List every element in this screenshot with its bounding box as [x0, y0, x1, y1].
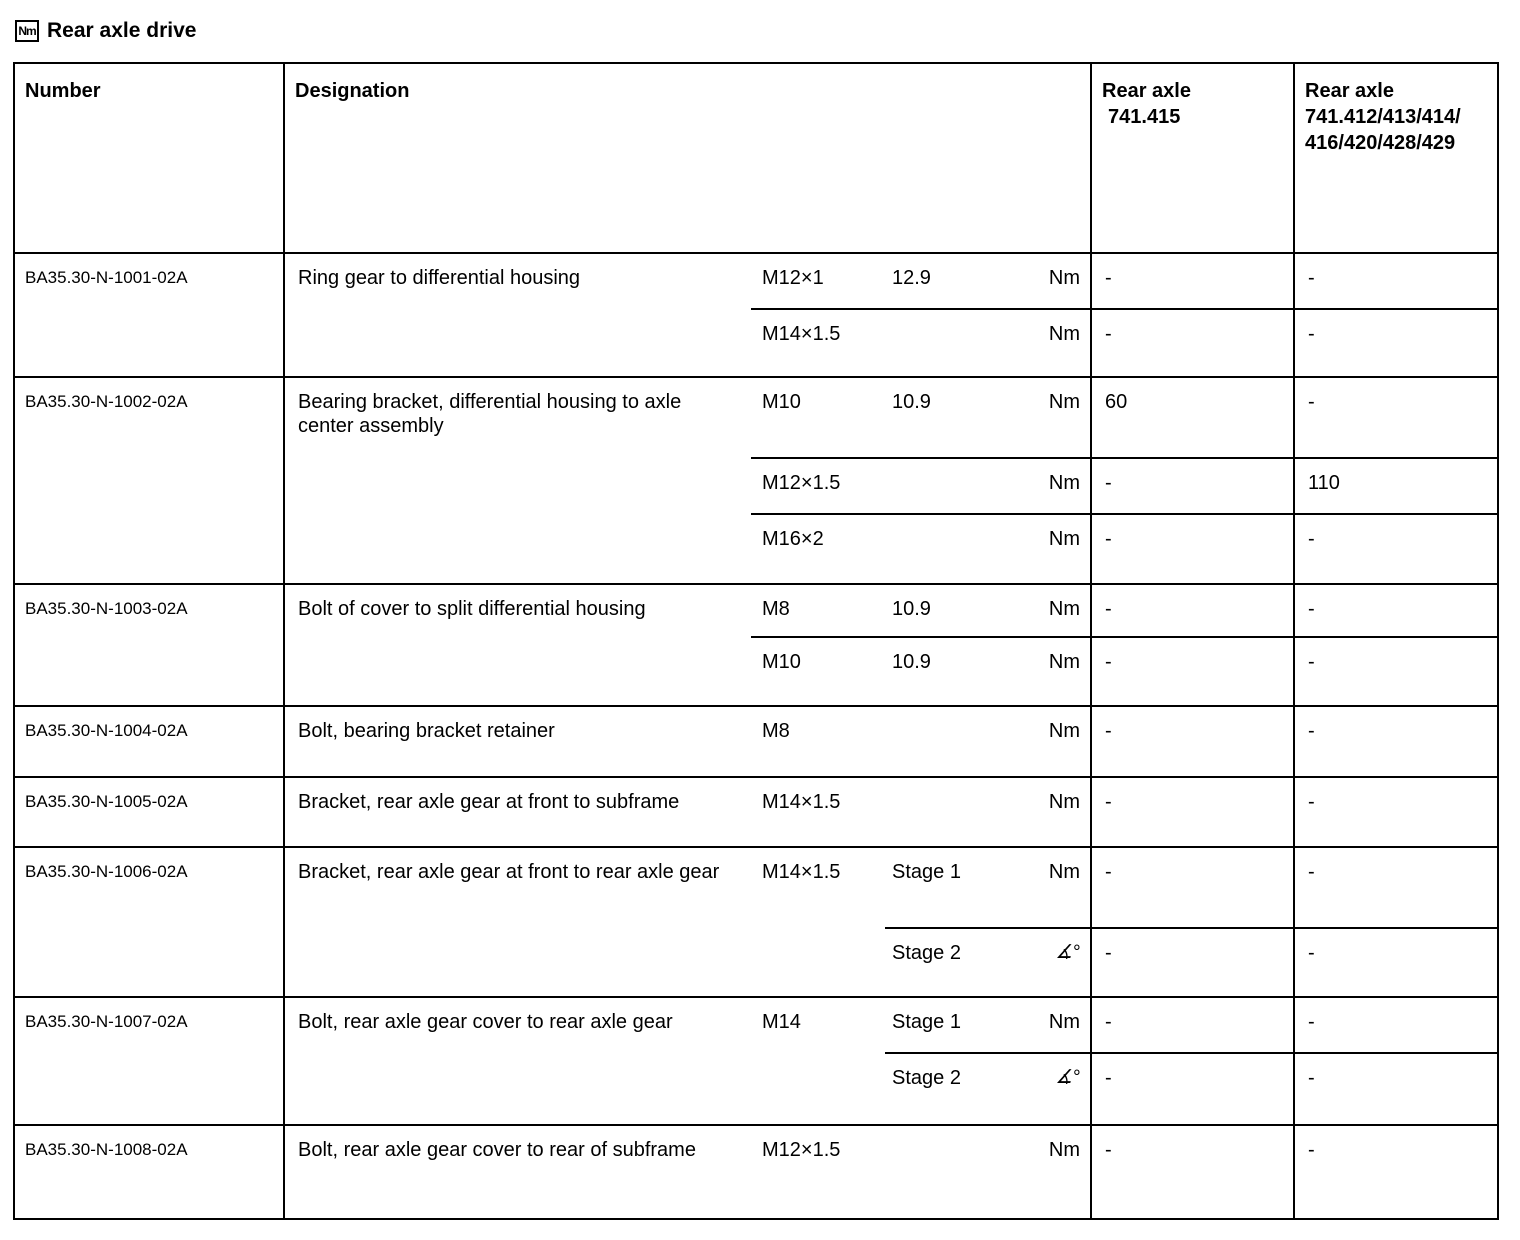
unit-nm: Nm — [1022, 997, 1091, 1053]
table-row — [14, 253, 1498, 309]
column-header-number: Number — [14, 63, 284, 253]
strength-grade: Stage 2 — [885, 1053, 1022, 1125]
torque-axle-741-415: - — [1091, 309, 1294, 377]
strength-grade: 10.9 — [885, 377, 1022, 458]
unit-nm: Nm — [1022, 458, 1091, 514]
part-number: BA35.30-N-1003-02A — [14, 584, 284, 706]
unit-nm: Nm — [1022, 1125, 1091, 1219]
table-row — [14, 706, 1498, 777]
strength-grade — [885, 458, 1022, 514]
torque-axle-741-415: - — [1091, 637, 1294, 706]
strength-grade: 12.9 — [885, 253, 1022, 309]
unit-nm: Nm — [1022, 377, 1091, 458]
thread-size: M8 — [751, 584, 885, 637]
part-number: BA35.30-N-1004-02A — [14, 706, 284, 777]
designation: Ring gear to differential housing — [284, 253, 751, 377]
unit-nm: Nm — [1022, 706, 1091, 777]
thread-size: M14×1.5 — [751, 309, 885, 377]
thread-size: M12×1.5 — [751, 458, 885, 514]
torque-axle-741-412: - — [1294, 928, 1498, 997]
strength-grade — [885, 514, 1022, 584]
strength-grade — [885, 1125, 1022, 1219]
thread-size: M14×1.5 — [751, 847, 885, 997]
strength-grade — [885, 777, 1022, 847]
unit-nm: Nm — [1022, 637, 1091, 706]
unit-nm: Nm — [1022, 777, 1091, 847]
torque-axle-741-412: - — [1294, 514, 1498, 584]
torque-axle-741-412: - — [1294, 777, 1498, 847]
torque-axle-741-415: - — [1091, 253, 1294, 309]
torque-axle-741-415: - — [1091, 1053, 1294, 1125]
unit-nm: Nm — [1022, 309, 1091, 377]
designation: Bolt, rear axle gear cover to rear axle gear — [284, 997, 751, 1125]
torque-axle-741-412: - — [1294, 309, 1498, 377]
table-row — [14, 777, 1498, 847]
table-row — [14, 584, 1498, 637]
torque-axle-741-415: - — [1091, 514, 1294, 584]
torque-nm-icon: Nm — [15, 20, 39, 42]
torque-axle-741-415: - — [1091, 584, 1294, 637]
torque-axle-741-415: - — [1091, 458, 1294, 514]
torque-axle-741-412: - — [1294, 637, 1498, 706]
part-number: BA35.30-N-1001-02A — [14, 253, 284, 377]
torque-axle-741-415: - — [1091, 997, 1294, 1053]
column-header-axle-741-415: Rear axle 741.415 — [1091, 63, 1294, 253]
thread-size: M12×1.5 — [751, 1125, 885, 1219]
table-row — [14, 1125, 1498, 1219]
torque-axle-741-412: - — [1294, 1125, 1498, 1219]
torque-axle-741-412: - — [1294, 706, 1498, 777]
thread-size: M8 — [751, 706, 885, 777]
strength-grade — [885, 309, 1022, 377]
thread-size: M10 — [751, 637, 885, 706]
designation: Bearing bracket, differential housing to axle center assembly — [284, 377, 751, 584]
table-body — [14, 253, 1498, 1219]
torque-axle-741-415: 60 — [1091, 377, 1294, 458]
part-number: BA35.30-N-1002-02A — [14, 377, 284, 584]
torque-table — [13, 62, 1499, 1220]
designation: Bracket, rear axle gear at front to rear axle gear — [284, 847, 751, 997]
designation: Bracket, rear axle gear at front to subframe — [284, 777, 751, 847]
designation: Bolt, rear axle gear cover to rear of subframe — [284, 1125, 751, 1219]
torque-axle-741-412: - — [1294, 847, 1498, 928]
part-number: BA35.30-N-1005-02A — [14, 777, 284, 847]
angle-degree-icon: ∡° — [1022, 1053, 1091, 1125]
torque-axle-741-412: - — [1294, 1053, 1498, 1125]
unit-nm: Nm — [1022, 847, 1091, 928]
header-row — [14, 63, 1498, 253]
torque-axle-741-415: - — [1091, 777, 1294, 847]
table-row — [14, 847, 1498, 928]
thread-size: M16×2 — [751, 514, 885, 584]
part-number: BA35.30-N-1008-02A — [14, 1125, 284, 1219]
torque-axle-741-412: - — [1294, 997, 1498, 1053]
strength-grade — [885, 706, 1022, 777]
torque-axle-741-412: 110 — [1294, 458, 1498, 514]
designation: Bolt of cover to split differential housing — [284, 584, 751, 706]
part-number: BA35.30-N-1006-02A — [14, 847, 284, 997]
thread-size: M14×1.5 — [751, 777, 885, 847]
strength-grade: Stage 2 — [885, 928, 1022, 997]
torque-axle-741-415: - — [1091, 1125, 1294, 1219]
strength-grade: 10.9 — [885, 637, 1022, 706]
table-row — [14, 997, 1498, 1053]
strength-grade: Stage 1 — [885, 847, 1022, 928]
page-header — [15, 14, 196, 48]
angle-degree-icon: ∡° — [1022, 928, 1091, 997]
part-number: BA35.30-N-1007-02A — [14, 997, 284, 1125]
torque-axle-741-412: - — [1294, 253, 1498, 309]
table-row — [14, 377, 1498, 458]
unit-nm: Nm — [1022, 584, 1091, 637]
strength-grade: Stage 1 — [885, 997, 1022, 1053]
thread-size: M10 — [751, 377, 885, 458]
torque-axle-741-412: - — [1294, 377, 1498, 458]
column-header-axle-741-412: Rear axle 741.412/413/414/ 416/420/428/429 — [1294, 63, 1498, 253]
torque-axle-741-415: - — [1091, 847, 1294, 928]
torque-axle-741-415: - — [1091, 706, 1294, 777]
thread-size: M14 — [751, 997, 885, 1125]
strength-grade: 10.9 — [885, 584, 1022, 637]
unit-nm: Nm — [1022, 514, 1091, 584]
page-title: Rear axle drive — [47, 19, 197, 42]
column-header-designation: Designation — [284, 63, 1091, 253]
designation: Bolt, bearing bracket retainer — [284, 706, 751, 777]
torque-axle-741-415: - — [1091, 928, 1294, 997]
unit-nm: Nm — [1022, 253, 1091, 309]
thread-size: M12×1 — [751, 253, 885, 309]
torque-axle-741-412: - — [1294, 584, 1498, 637]
